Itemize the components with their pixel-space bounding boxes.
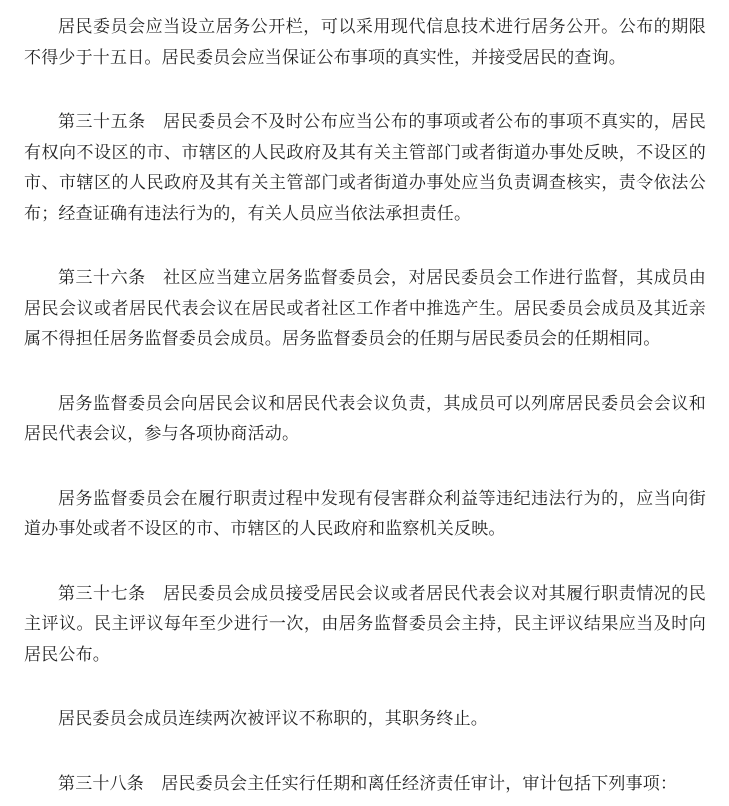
document-body xyxy=(24,8,706,799)
paragraph-gap xyxy=(24,545,706,579)
paragraph-article-35: 第三十五条 居民委员会不及时公布应当公布的事项或者公布的事项不真实的，居民有权向不设区的市、市辖区的人民政府及其有关主管部门或者街道办事处反映，不设区的市、市辖区的人民政府及其有关主管部门或者街道办事处应当负责调查核实，责令依法公布；经查证确有违法行为的，有关人员应当依法承担责任。 xyxy=(24,112,706,224)
paragraph-gap xyxy=(24,355,706,389)
paragraph-gap xyxy=(24,735,706,769)
paragraph-article-36: 第三十六条 社区应当建立居务监督委员会，对居民委员会工作进行监督，其成员由居民会议或者居民代表会议在居民或者社区工作者中推选产生。居民委员会成员及其近亲属不得担任居务监督委员会成员。居务监督委员会的任期与居民委员会的任期相同。 xyxy=(24,268,706,349)
paragraph-public-notice-board: 居民委员会应当设立居务公开栏，可以采用现代信息技术进行居务公开。公布的期限不得少于十五日。居民委员会应当保证公布事项的真实性，并接受居民的查询。 xyxy=(24,17,706,68)
paragraph-supervision-committee-reporting: 居务监督委员会在履行职责过程中发现有侵害群众利益等违纪违法行为的，应当向街道办事处或者不设区的市、市辖区的人民政府和监察机关反映。 xyxy=(24,488,706,539)
paragraph-termination: 居民委员会成员连续两次被评议不称职的，其职务终止。 xyxy=(58,709,488,729)
paragraph-gap xyxy=(24,450,706,484)
paragraph-article-37: 第三十七条 居民委员会成员接受居民会议或者居民代表会议对其履行职责情况的民主评议。民主评议每年至少进行一次，由居务监督委员会主持，民主评议结果应当及时向居民公布。 xyxy=(24,583,706,665)
paragraph-gap xyxy=(24,229,706,263)
paragraph-gap xyxy=(24,670,706,704)
paragraph-supervision-committee-duties: 居务监督委员会向居民会议和居民代表会议负责，其成员可以列席居民委员会会议和居民代表会议，参与各项协商活动。 xyxy=(24,393,706,444)
paragraph-article-38: 第三十八条 居民委员会主任实行任期和离任经济责任审计，审计包括下列事项： xyxy=(58,773,678,794)
paragraph-gap xyxy=(24,73,706,107)
